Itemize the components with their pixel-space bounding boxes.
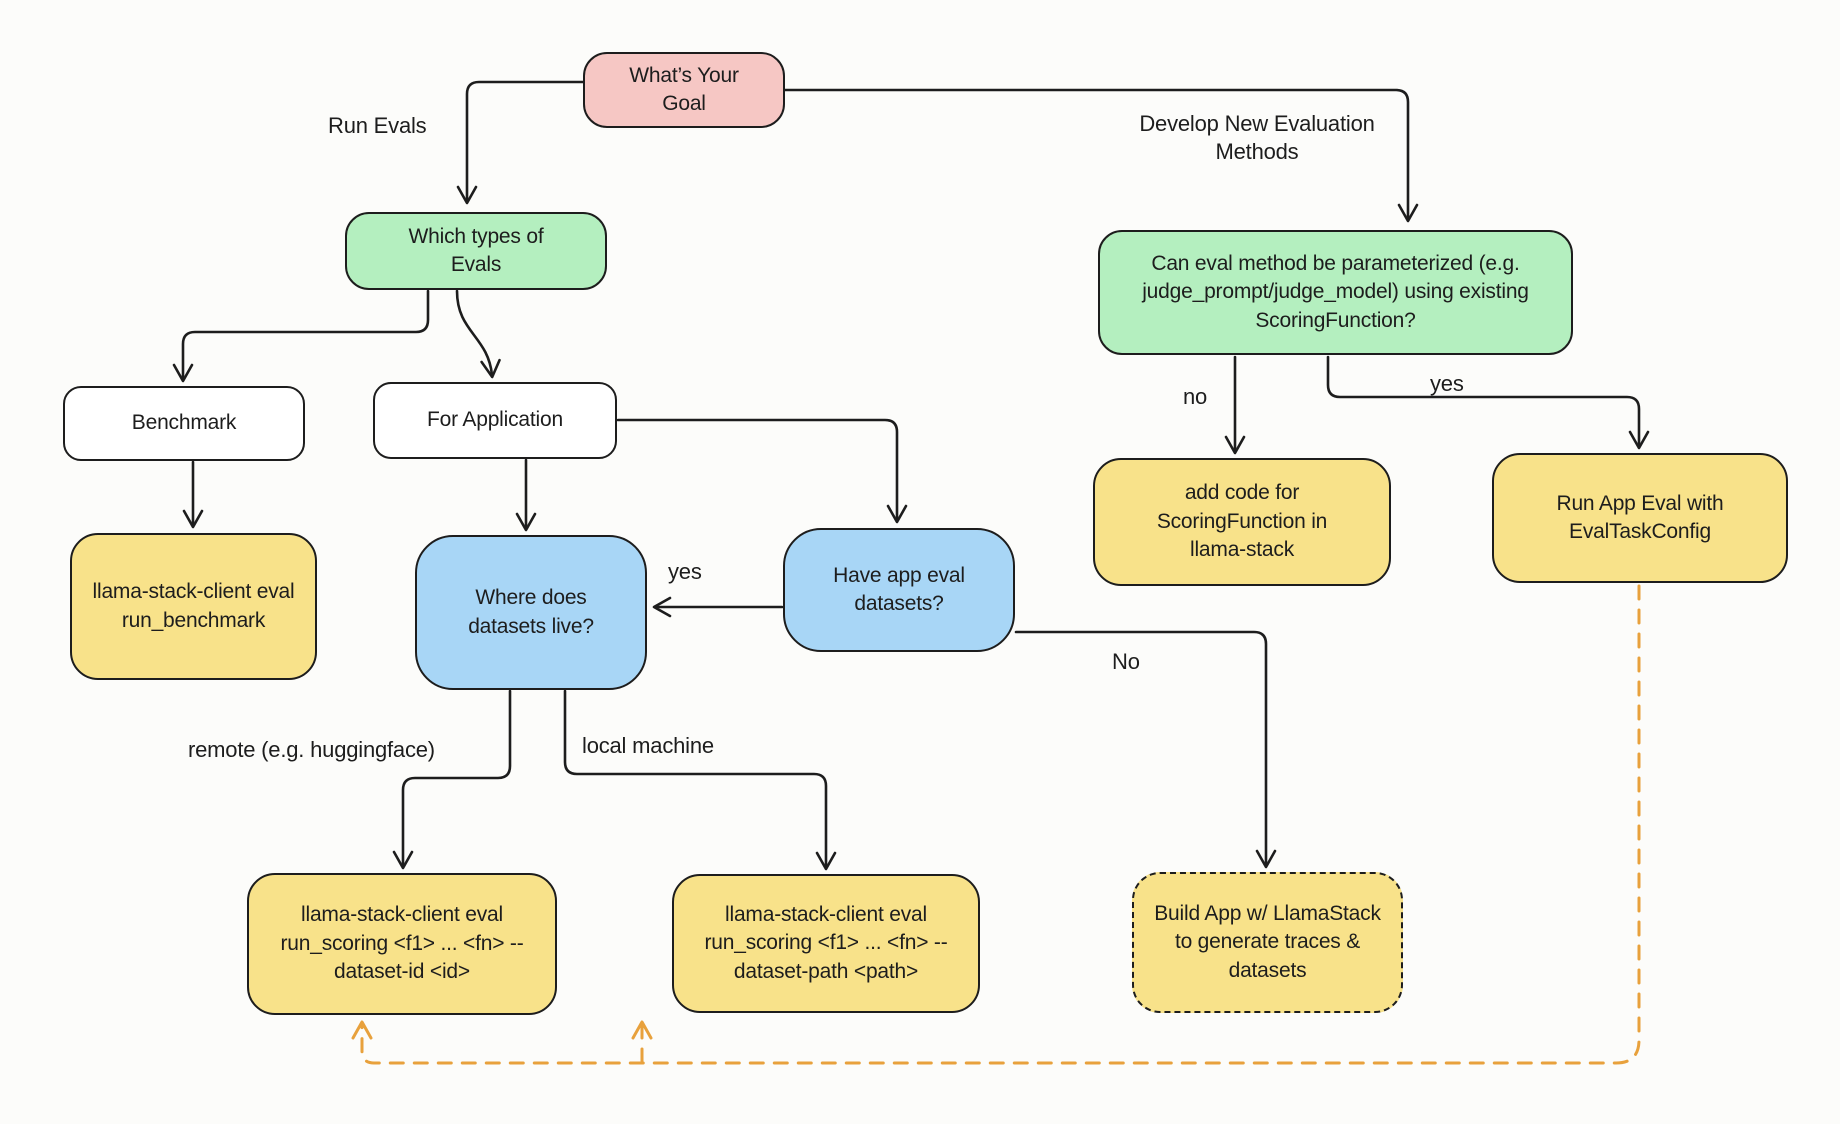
edge-label-develop-new-evaluation-methods: Develop New Evaluation Methods bbox=[1139, 111, 1375, 164]
edge-label-yes-parameterize: yes bbox=[1430, 371, 1464, 396]
edge-label-local-machine: local machine bbox=[582, 733, 714, 758]
edge-which-types-to-benchmark bbox=[183, 291, 428, 379]
node-label: Build App w/ LlamaStack to generate traces & datasets bbox=[1154, 901, 1381, 982]
node-benchmark bbox=[63, 386, 305, 461]
node-label: llama-stack-client eval run_scoring <f1> ... <fn> --dataset-id <id> bbox=[280, 903, 524, 984]
node-label: Benchmark bbox=[131, 411, 237, 435]
edge-have-datasets-no-to-build-app bbox=[1016, 632, 1266, 865]
node-run-app-eval-with-evaltaskconfig bbox=[1492, 453, 1788, 583]
node-which-types-of-evals bbox=[345, 212, 607, 290]
node-run-benchmark-command bbox=[70, 533, 317, 680]
node-label: Run App Eval with EvalTaskConfig bbox=[1556, 491, 1724, 543]
node-label: llama-stack-client eval run_scoring <f1> ... <fn> --dataset-path <path> bbox=[704, 902, 948, 983]
node-label: Where does datasets live? bbox=[468, 586, 594, 638]
node-label: add code for ScoringFunction in llama-stack bbox=[1156, 481, 1328, 562]
edge-can-parameterize-yes-to-run-app-eval bbox=[1328, 357, 1639, 446]
edge-which-types-to-for-application bbox=[457, 291, 492, 375]
edge-label-remote-huggingface: remote (e.g. huggingface) bbox=[188, 737, 435, 762]
node-label: Which types of Evals bbox=[408, 224, 544, 276]
edge-where-datasets-local-to-run-scoring-path bbox=[565, 691, 826, 867]
edge-goal-to-which-types bbox=[467, 82, 583, 201]
edge-label-run-evals: Run Evals bbox=[328, 113, 427, 138]
node-label: llama-stack-client eval run_benchmark bbox=[92, 580, 295, 632]
edge-label-no-parameterize: no bbox=[1183, 384, 1208, 409]
edge-label-no-have-datasets: No bbox=[1112, 649, 1140, 674]
node-for-application bbox=[373, 382, 617, 459]
node-have-app-eval-datasets bbox=[783, 528, 1015, 652]
edge-label-yes-have-datasets: yes bbox=[668, 559, 702, 584]
node-build-app-with-llamastack bbox=[1132, 872, 1403, 1013]
node-label: Can eval method be parameterized (e.g. judge_prompt/judge_model) using existing ScoringFunction? bbox=[1142, 251, 1529, 332]
node-run-scoring-dataset-id-command bbox=[247, 873, 557, 1015]
node-can-eval-method-be-parameterized bbox=[1098, 230, 1573, 355]
node-whats-your-goal bbox=[583, 52, 785, 128]
node-label: What’s Your Goal bbox=[629, 63, 739, 115]
node-add-code-for-scoringfunction bbox=[1093, 458, 1391, 586]
edge-for-application-to-have-datasets bbox=[618, 420, 897, 520]
edge-where-datasets-remote-to-run-scoring-id bbox=[403, 691, 510, 866]
node-label: Have app eval datasets? bbox=[833, 563, 965, 615]
node-label: For Application bbox=[427, 408, 563, 432]
node-run-scoring-dataset-path-command bbox=[672, 874, 980, 1013]
node-where-does-datasets-live bbox=[415, 535, 647, 690]
